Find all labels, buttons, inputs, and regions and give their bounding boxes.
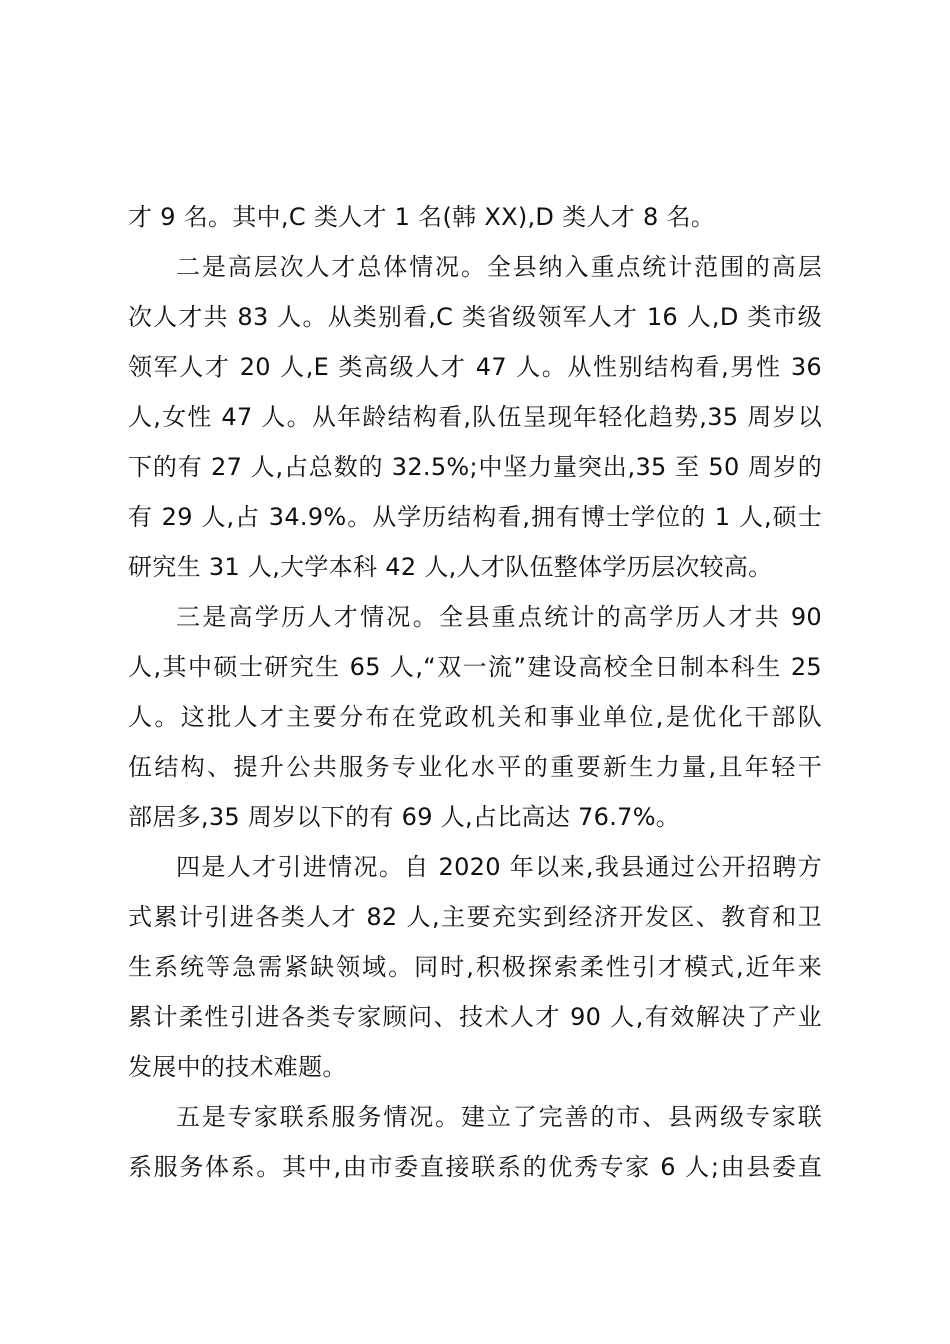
text-line: 人,女性 47 人。从年龄结构看,队伍呈现年轻化趋势,35 周岁以 [128, 403, 822, 431]
text-line: 有 29 人,占 34.9%。从学历结构看,拥有博士学位的 1 人,硕士 [128, 503, 822, 531]
text-line: 人。这批人才主要分布在党政机关和事业单位,是优化干部队 [128, 703, 822, 731]
paragraph-2-start: 二是高层次人才总体情况。全县纳入重点统计范围的高层 [176, 253, 822, 281]
text-line: 伍结构、提升公共服务专业化水平的重要新生力量,且年轻干 [128, 753, 822, 781]
text-line: 领军人才 20 人,E 类高级人才 47 人。从性别结构看,男性 36 [128, 353, 822, 381]
text-line: 才 9 名。其中,C 类人才 1 名(韩 XX),D 类人才 8 名。 [128, 203, 716, 231]
text-line: 累计柔性引进各类专家顾问、技术人才 90 人,有效解决了产业 [128, 1003, 822, 1031]
paragraph-5-start: 五是专家联系服务情况。建立了完善的市、县两级专家联 [176, 1103, 822, 1131]
paragraph-4-start: 四是人才引进情况。自 2020 年以来,我县通过公开招聘方 [176, 853, 822, 881]
text-line: 系服务体系。其中,由市委直接联系的优秀专家 6 人;由县委直 [128, 1153, 822, 1181]
text-line: 发展中的技术难题。 [128, 1053, 347, 1081]
text-line: 部居多,35 周岁以下的有 69 人,占比高达 76.7%。 [128, 803, 681, 831]
text-line: 人,其中硕士研究生 65 人,“双一流”建设高校全日制本科生 25 [128, 653, 822, 681]
paragraph-3-start: 三是高学历人才情况。全县重点统计的高学历人才共 90 [176, 603, 822, 631]
text-line: 式累计引进各类人才 82 人,主要充实到经济开发区、教育和卫 [128, 903, 822, 931]
text-line: 下的有 27 人,占总数的 32.5%;中坚力量突出,35 至 50 周岁的 [128, 453, 822, 481]
text-line: 次人才共 83 人。从类别看,C 类省级领军人才 16 人,D 类市级 [128, 303, 822, 331]
text-line: 研究生 31 人,大学本科 42 人,人才队伍整体学历层次较高。 [128, 553, 773, 581]
document-body [128, 192, 822, 1192]
text-line: 生系统等急需紧缺领域。同时,积极探索柔性引才模式,近年来 [128, 953, 822, 981]
